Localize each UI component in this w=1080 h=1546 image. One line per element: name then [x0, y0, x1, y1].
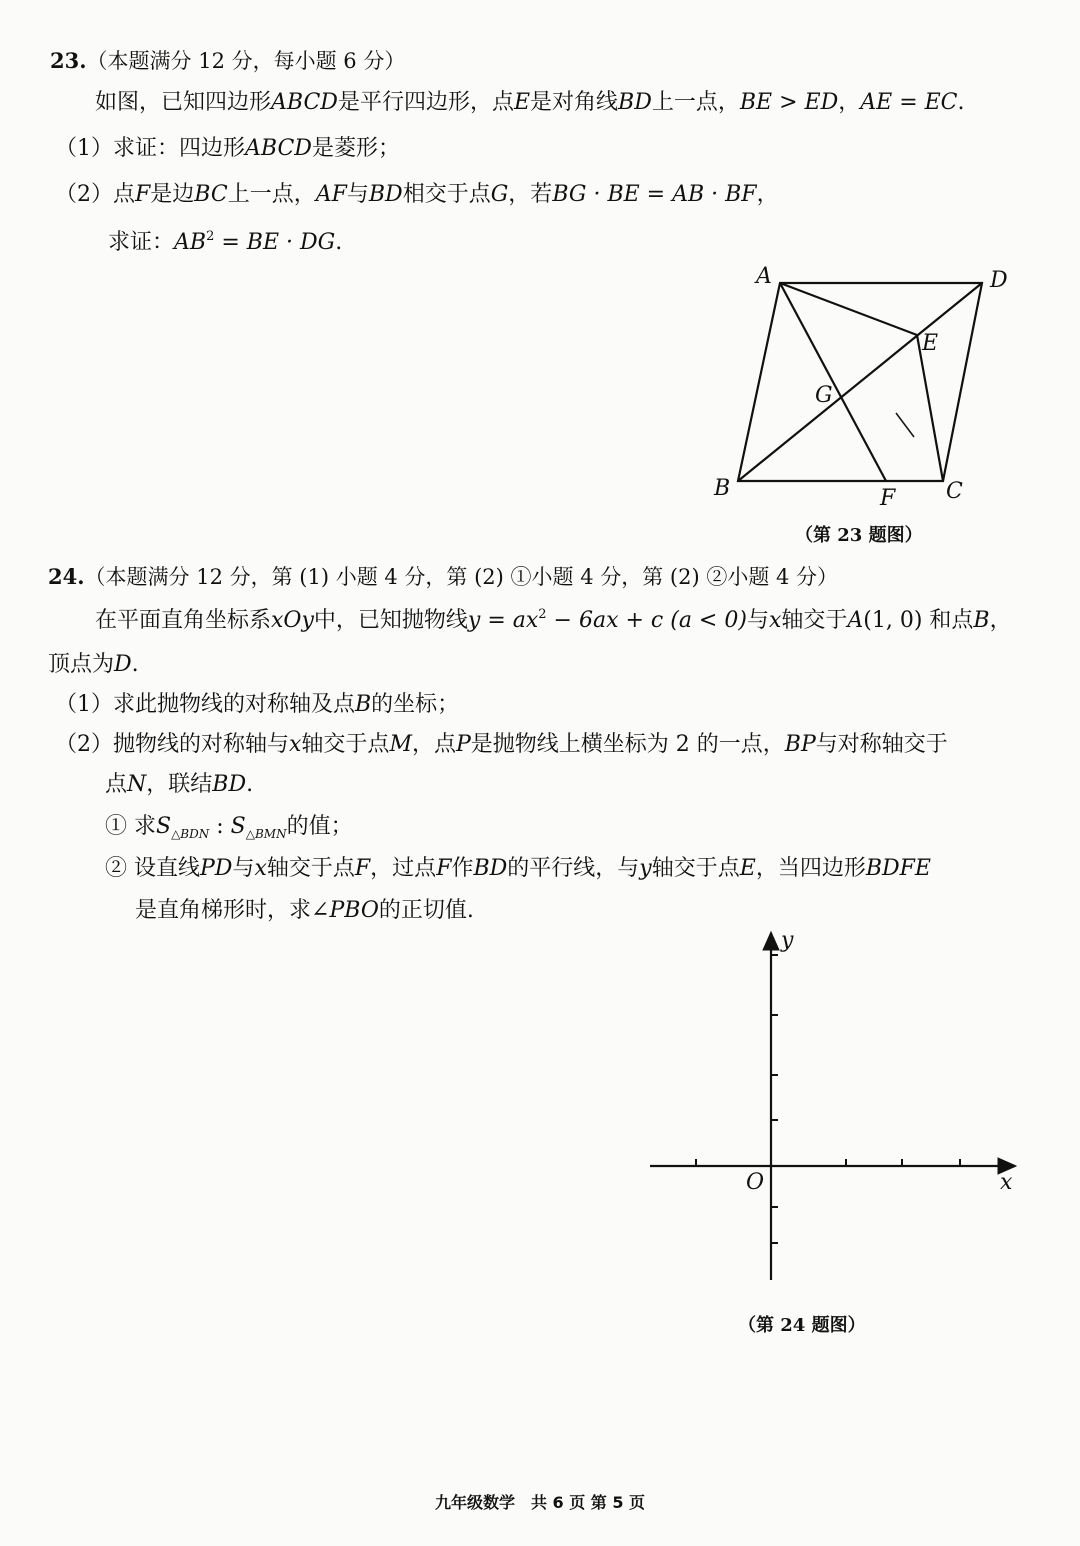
math: BD — [618, 90, 652, 115]
subscript: △BMN — [245, 827, 287, 841]
math: A — [847, 608, 864, 633]
text: 轴交于点 — [301, 732, 390, 757]
math: D — [114, 652, 132, 677]
q24-sub1 — [105, 812, 353, 842]
math: S — [156, 814, 172, 839]
q23-part2 — [55, 180, 779, 210]
superscript: 2 — [206, 229, 215, 244]
text: (1, 0) 和点 — [863, 608, 974, 633]
text: ，过点 — [370, 856, 437, 881]
text: ， — [989, 608, 1012, 633]
math: y = ax — [467, 608, 539, 633]
math: B — [355, 692, 372, 717]
text: 点 — [105, 772, 128, 797]
text: 的平行线，与 — [507, 856, 640, 881]
text: 求证： — [108, 230, 175, 255]
text: ② 设直线 — [105, 856, 200, 881]
label-c: C — [946, 479, 963, 504]
text: ，当四边形 — [755, 856, 866, 881]
q24-sub2-line1 — [105, 854, 931, 884]
label-a: A — [756, 264, 772, 289]
text: 与 — [346, 182, 369, 207]
label-f: F — [880, 486, 896, 511]
math: G — [490, 182, 509, 207]
q24-part1 — [55, 690, 459, 720]
math: BC — [194, 182, 228, 207]
text: 是平行四边形，点 — [337, 90, 514, 115]
math: BDFE — [865, 856, 931, 881]
text: （2）抛物线的对称轴与 — [55, 732, 289, 757]
q24-part2-line2 — [105, 770, 253, 800]
q23-part1 — [55, 134, 400, 164]
math: PD — [200, 856, 233, 881]
label-e: E — [922, 331, 939, 356]
math: ABCD — [271, 90, 338, 115]
origin-label: O — [746, 1170, 765, 1195]
text: 轴交于点 — [651, 856, 740, 881]
label-b: B — [714, 476, 731, 501]
text: 的值； — [286, 814, 353, 839]
math: x — [768, 608, 782, 633]
text: ，联结 — [146, 772, 213, 797]
q23-figure-lines — [738, 283, 982, 481]
superscript: 2 — [538, 607, 547, 622]
math: ABCD — [245, 136, 312, 161]
q24-header — [48, 562, 838, 592]
math: BD — [473, 856, 508, 881]
math: BG · BE = AB · BF — [552, 182, 757, 207]
math: F — [354, 856, 371, 881]
text: 上一点， — [651, 90, 740, 115]
math: BD — [368, 182, 403, 207]
math: = BE · DG — [214, 230, 336, 255]
text: . — [131, 652, 139, 677]
text: 的正切值. — [378, 898, 474, 923]
text: 与 — [746, 608, 769, 633]
x-axis-label: x — [1000, 1170, 1013, 1195]
text: 是抛物线上横坐标为 2 的一点， — [470, 732, 785, 757]
math: BD — [212, 772, 247, 797]
q23-number: 23. — [50, 48, 87, 73]
math: B — [973, 608, 990, 633]
q23-intro — [95, 88, 965, 118]
q24-number: 24. — [48, 564, 85, 589]
math: F — [135, 182, 151, 207]
text: 是菱形； — [311, 136, 400, 161]
text: 如图，已知四边形 — [95, 90, 272, 115]
text: 与对称轴交于 — [815, 732, 948, 757]
text: 相交于点 — [402, 182, 491, 207]
y-axis-label: y — [781, 928, 794, 953]
text: （1）求此抛物线的对称轴及点 — [55, 692, 355, 717]
q24-header-text: （本题满分 12 分，第 (1) 小题 4 分，第 (2) ①小题 4 分，第 (2) ②小题 4 分） — [84, 565, 839, 589]
math: y — [639, 856, 652, 881]
segment-ec — [917, 335, 943, 481]
label-g: G — [815, 383, 833, 408]
text: ， — [838, 90, 861, 115]
text: . — [335, 230, 343, 255]
math: BP — [784, 732, 816, 757]
math: BE > ED — [739, 90, 839, 115]
math: E — [739, 856, 756, 881]
text: 中，已知抛物线 — [313, 608, 468, 633]
math: M — [389, 732, 412, 757]
q24-figure — [640, 925, 1040, 1295]
page-footer: 九年级数学 共 6 页 第 5 页 — [434, 1493, 646, 1512]
math: F — [436, 856, 452, 881]
q24-part2-line1 — [55, 730, 948, 760]
text: 与 — [232, 856, 255, 881]
q23-header-text: （本题满分 12 分，每小题 6 分） — [86, 49, 406, 73]
text: . — [246, 772, 254, 797]
math: x — [254, 856, 267, 881]
q23-caption: （第 23 题图） — [795, 525, 923, 546]
q24-caption: （第 24 题图） — [738, 1315, 866, 1336]
text: ， — [756, 182, 779, 207]
q23-header — [50, 46, 405, 76]
text: 作 — [451, 856, 474, 881]
math: E — [513, 90, 531, 115]
math: P — [455, 732, 471, 757]
text: 是对角线 — [530, 90, 619, 115]
math: x — [289, 732, 302, 757]
text: 的坐标； — [371, 692, 460, 717]
q23-figure — [700, 255, 1040, 525]
text: ，点 — [411, 732, 456, 757]
text: （2）点 — [55, 182, 135, 207]
q23-part2-prove — [108, 228, 342, 258]
text: 是直角梯形时，求∠ — [135, 898, 330, 923]
text: （1）求证：四边形 — [55, 136, 245, 161]
subscript: △BDN — [171, 827, 210, 841]
math: AB — [174, 230, 207, 255]
axis-ticks — [696, 955, 960, 1243]
q24-intro-line2 — [48, 650, 139, 680]
math: N — [127, 772, 147, 797]
text: ① 求 — [105, 814, 156, 839]
text: 轴交于点 — [266, 856, 355, 881]
text: 顶点为 — [48, 652, 115, 677]
segment-ae — [780, 283, 917, 335]
math: S — [230, 814, 246, 839]
text: : — [209, 814, 231, 839]
text: 在平面直角坐标系 — [95, 608, 272, 633]
text: 轴交于 — [781, 608, 848, 633]
text: ，若 — [508, 182, 553, 207]
pencil-mark — [896, 413, 914, 437]
math: − 6ax + c (a < 0) — [546, 608, 747, 633]
math: AE = EC — [860, 90, 958, 115]
math: xOy — [271, 608, 314, 633]
math: PBO — [329, 898, 379, 923]
text: 上一点， — [227, 182, 316, 207]
math: AF — [315, 182, 347, 207]
text: 是边 — [150, 182, 195, 207]
q24-sub2-line2 — [135, 896, 474, 926]
q24-intro-line1 — [95, 606, 1012, 636]
text: . — [957, 90, 965, 115]
label-d: D — [990, 268, 1008, 293]
segment-af — [780, 283, 886, 481]
